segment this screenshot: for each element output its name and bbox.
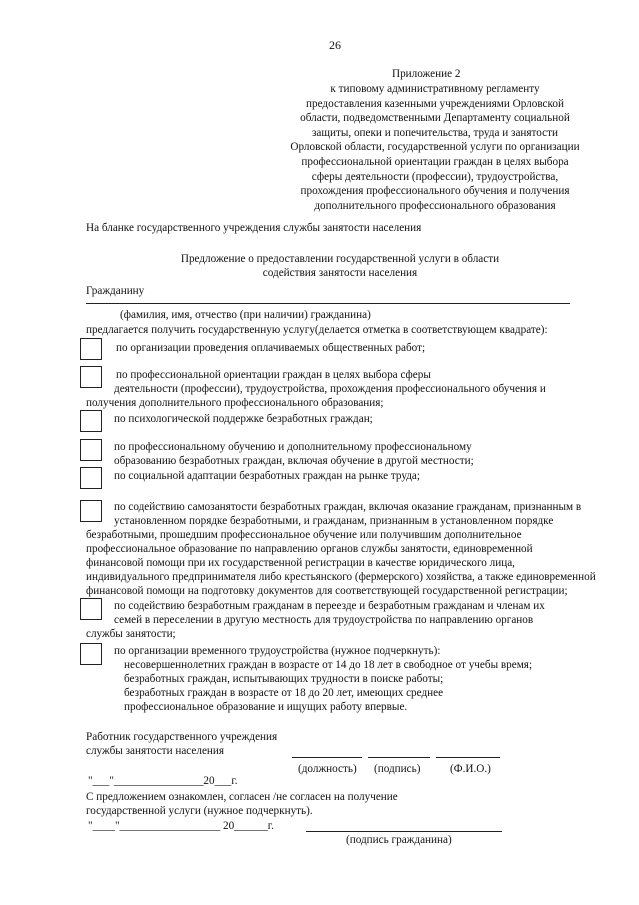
option-text: безработных граждан, испытывающих трудности в поиске работы;	[124, 673, 444, 685]
option-text: семей в переселении в другую местность для трудоустройства по направлению органов	[114, 614, 534, 626]
appendix-line: к типовому административному регламенту	[330, 83, 540, 95]
acquainted-line2: государственной услуги (нужное подчеркнуть).	[86, 805, 313, 817]
appendix-title: Приложение 2	[392, 68, 461, 80]
option-text: службы занятости;	[86, 628, 176, 640]
position-caption: (должность)	[298, 763, 357, 775]
appendix-line: сферы деятельности (профессии), трудоустройства,	[311, 170, 559, 183]
date-field-citizen[interactable]: "____"__________________ 20______г.	[88, 820, 274, 832]
citizen-name-line[interactable]	[86, 303, 570, 304]
appendix-line: профессиональной ориентации граждан в целях выбора	[301, 155, 569, 168]
letterhead-note: На бланке государственного учреждения службы занятости населения	[86, 222, 422, 234]
signature-caption: (подпись)	[374, 763, 421, 775]
option-text: по профессиональному обучению и дополнительному профессиональному	[114, 441, 472, 453]
appendix-text	[270, 82, 600, 213]
worker-label-line2: службы занятости населения	[86, 745, 225, 757]
option-text: индивидуального предпринимателя либо крестьянского (фермерского) хозяйства, а также единовременной	[86, 571, 596, 583]
appendix-line: дополнительного профессионального образования	[314, 199, 556, 212]
appendix-line: области, подведомственными Департаменту социальной	[300, 112, 570, 125]
option-checkbox-temporary-employment[interactable]	[80, 643, 102, 665]
option-text: образованию безработных граждан, включая обучение в другой местности;	[114, 455, 474, 467]
option-text: деятельности (профессии), трудоустройства, прохождения профессионального обучения и	[114, 383, 546, 395]
document-title-line2: содействия занятости населения	[262, 267, 418, 279]
option-checkbox-public-works[interactable]	[80, 338, 102, 360]
option-text: по организации проведения оплачиваемых общественных работ;	[116, 342, 426, 354]
acquainted-line1: С предложением ознакомлен, согласен /не согласен на получение	[86, 791, 398, 803]
citizen-signature-line[interactable]	[306, 831, 502, 832]
offer-intro: предлагается получить государственную услугу(делается отметка в соответствующем квадрате):	[86, 324, 548, 336]
page-number: 26	[329, 38, 341, 52]
signature-line[interactable]	[368, 757, 430, 758]
option-checkbox-social-adaptation[interactable]	[80, 467, 102, 489]
option-checkbox-vocational-training[interactable]	[80, 439, 102, 461]
option-text: безработных граждан в возрасте от 18 до 20 лет, имеющих среднее	[124, 687, 444, 699]
option-checkbox-relocation[interactable]	[80, 598, 102, 620]
option-text: несовершеннолетних граждан в возрасте от 14 до 18 лет в свободное от учебы время;	[124, 659, 533, 671]
fio-caption-signature: (Ф.И.О.)	[450, 763, 491, 775]
option-text: финансовой помощи на подготовку документов для соответствующей государственной регистрации;	[86, 585, 568, 597]
option-text: получения дополнительного профессионального образования;	[86, 397, 384, 409]
option-text: по психологической поддержке безработных граждан;	[114, 413, 373, 425]
position-line[interactable]	[292, 757, 362, 758]
fio-caption: (фамилия, имя, отчество (при наличии) гражданина)	[120, 309, 371, 321]
citizen-label: Гражданину	[86, 285, 145, 297]
appendix-line: предоставления казенными учреждениями Орловской	[306, 97, 564, 110]
appendix-line: Орловской области, государственной услуги по организации	[290, 141, 580, 154]
option-text: по социальной адаптации безработных граждан на рынке труда;	[114, 470, 420, 482]
date-field-worker[interactable]: "___"________________20___г.	[88, 775, 238, 787]
option-checkbox-psychological-support[interactable]	[80, 410, 102, 432]
option-checkbox-career-guidance[interactable]	[80, 366, 102, 388]
option-text: профессиональное образование и ищущих работу впервые.	[124, 701, 408, 713]
citizen-signature-caption: (подпись гражданина)	[346, 834, 452, 846]
option-checkbox-self-employment[interactable]	[80, 500, 102, 522]
option-text: по организации временного трудоустройства (нужное подчеркнуть):	[114, 645, 441, 657]
option-text: финансовой помощи при их государственной регистрации в качестве юридического лица,	[86, 557, 515, 569]
appendix-line: прохождения профессионального обучения и получения	[300, 185, 570, 198]
worker-label-line1: Работник государственного учреждения	[86, 731, 278, 743]
option-text: профессиональное образование по направлению органов службы занятости, единовременной	[86, 543, 533, 555]
option-text: безработными, прошедшим профессиональное обучение или получившим дополнительное	[86, 529, 522, 541]
document-title-line1: Предложение о предоставлении государственной услуги в области	[180, 253, 500, 265]
option-text: по профессиональной ориентации граждан в целях выбора сферы	[116, 369, 431, 381]
option-text: по содействию самозанятости безработных граждан, включая оказание гражданам, признанным в	[114, 501, 582, 513]
option-text: установленном порядке безработными, и гражданам, признанным в установленном порядке	[114, 515, 554, 527]
appendix-line: защиты, опеки и попечительства, труда и занятости	[311, 126, 559, 139]
fio-line[interactable]	[436, 757, 500, 758]
option-text: по содействию безработным гражданам в переезде и безработным гражданам и членам их	[114, 600, 545, 612]
